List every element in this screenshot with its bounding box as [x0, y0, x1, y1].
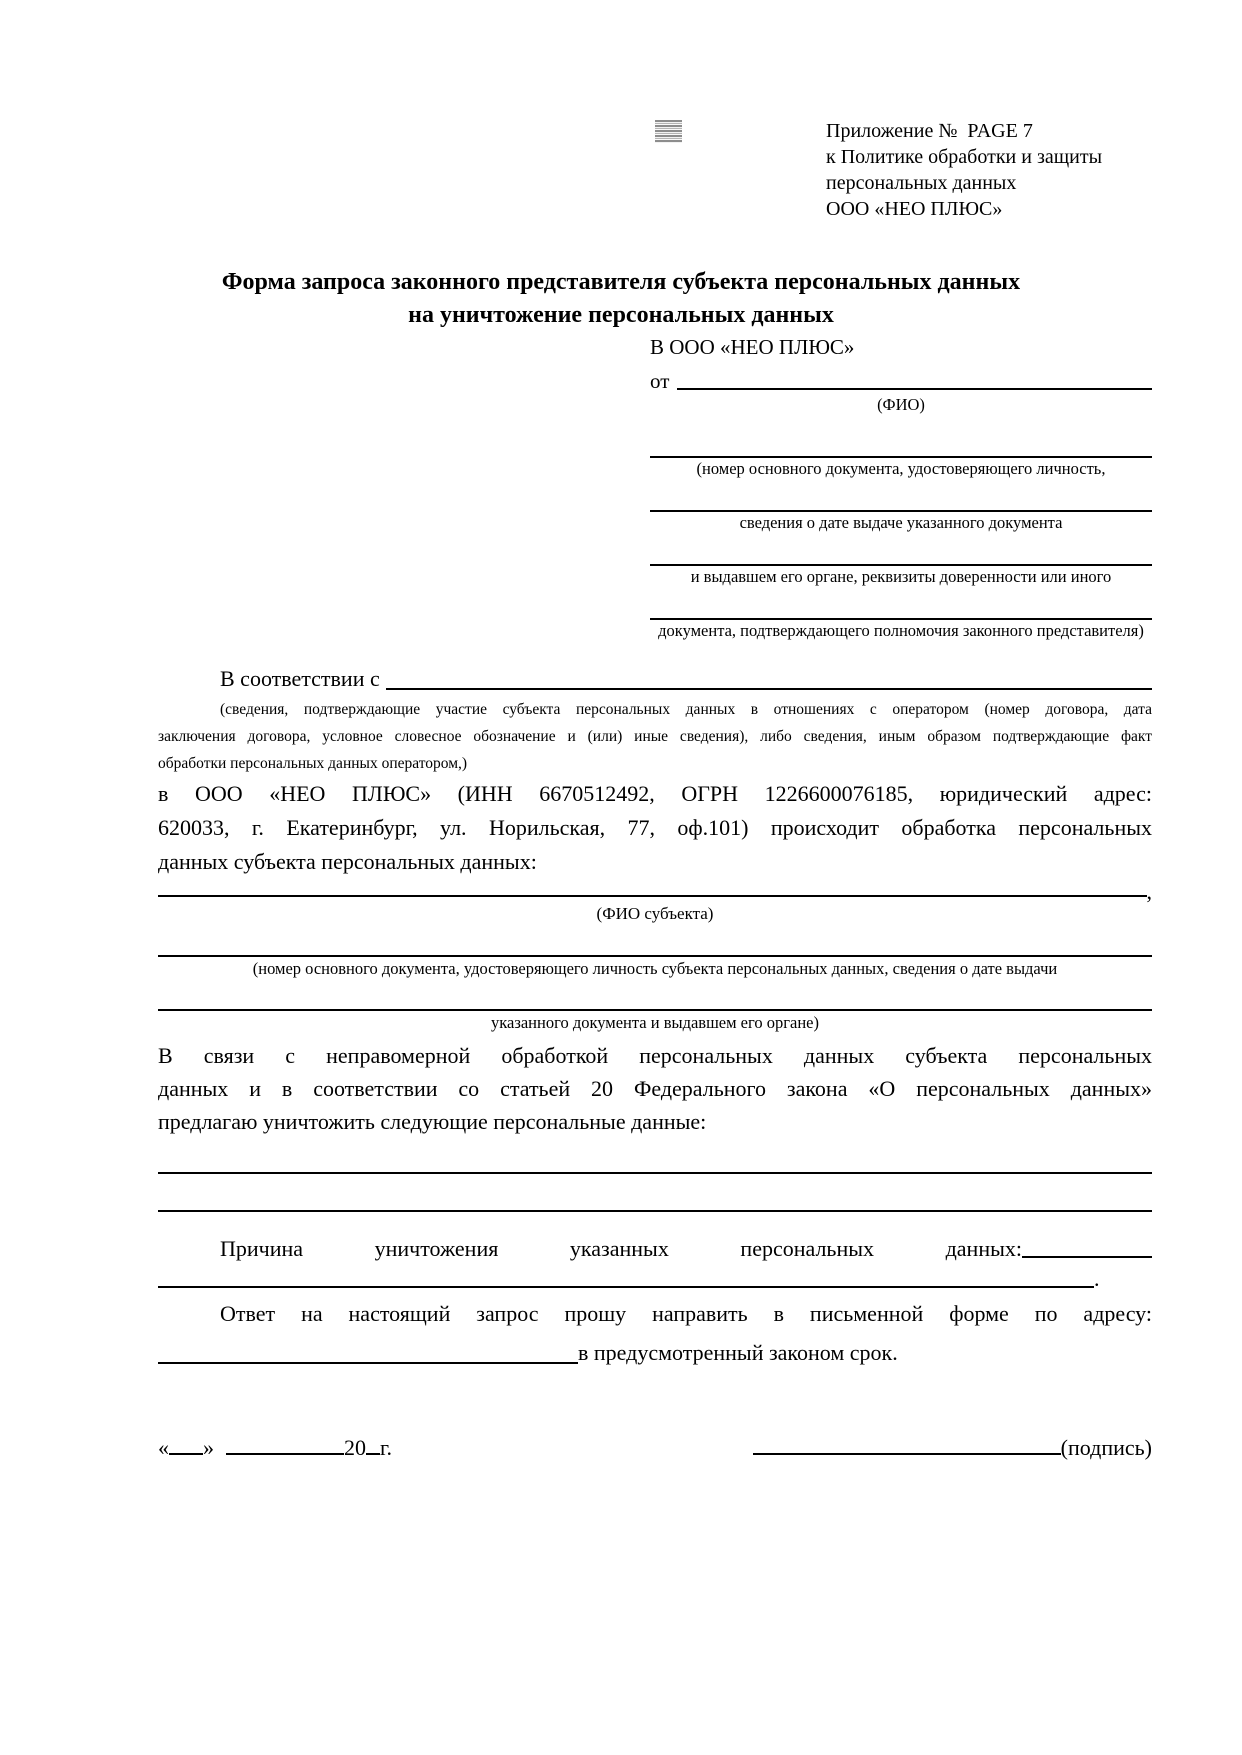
destruction-request-paragraph [158, 1039, 1152, 1138]
representative-doc-blank-line-3 [650, 534, 1152, 566]
date-year-suffix: г. [380, 1435, 393, 1460]
field-code-icon [655, 120, 682, 143]
accordance-row [158, 658, 1152, 694]
date-quote-close: » [203, 1435, 214, 1460]
date-year-prefix: 20 [344, 1435, 366, 1460]
representative-doc-caption-3: и выдавшем его органе, реквизиты доверенности или иного [690, 567, 1112, 586]
footnote-line-2: заключения договора, условное словесное обозначение и (или) иные сведения), либо сведения, иным образом подтверждающие факт [158, 728, 1152, 745]
sentence-period: . [1094, 1266, 1100, 1291]
footnote-line-3: обработки персональных данных оператором,) [158, 755, 468, 772]
subject-doc-caption-2: указанного документа и выдавшем его органе) [491, 1013, 819, 1032]
answer-intro-line: Ответ на настоящий запрос прошу направить в письменной форме по адресу: [220, 1301, 1152, 1326]
destruction-reason-label: Причина уничтожения указанных персональных данных: [220, 1236, 1022, 1261]
appendix-block [826, 118, 1102, 222]
subject-doc-caption-1: (номер основного документа, удостоверяющего личность субъекта персональных данных, сведения о дате выдачи [252, 959, 1058, 978]
appendix-line-2: к Политике обработки и защиты [826, 146, 1103, 168]
representative-doc-caption-4: документа, подтверждающего полномочия законного представителя) [658, 621, 1144, 640]
subject-fio-row [158, 879, 1152, 904]
request-paragraph-line-1: В связи с неправомерной обработкой персональных данных субъекта персональных [158, 1043, 1152, 1068]
representative-doc-blank-line-2 [650, 480, 1152, 512]
from-row [650, 362, 1152, 394]
destruction-reason-blank-line-2 [158, 1286, 1094, 1288]
representative-doc-blank-line-1 [650, 416, 1152, 458]
document-header [158, 118, 1152, 222]
accordance-blank-line [386, 688, 1152, 690]
subject-fio-caption: (ФИО субъекта) [596, 904, 714, 923]
operator-paragraph [158, 777, 1152, 879]
signature-blank-line [753, 1439, 1061, 1455]
appendix-line-3: персональных данных [826, 172, 1017, 194]
form-title [0, 266, 1242, 332]
request-paragraph-line-2: данных и в соответствии со статьей 20 Федерального закона «О персональных данных» [158, 1076, 1152, 1101]
answer-address-row [158, 1332, 1152, 1368]
appendix-line-4: ООО «НЕО ПЛЮС» [826, 198, 1003, 220]
addressee-block [650, 332, 1152, 642]
date-month-blank [226, 1439, 344, 1455]
from-label: от [650, 369, 670, 393]
date-year-blank [366, 1439, 380, 1455]
appendix-line-1: Приложение № PAGE 7 [826, 120, 1033, 142]
signature-field [753, 1434, 1152, 1462]
destruction-reason-continuation-row [158, 1262, 1152, 1292]
answer-address-blank-line [158, 1362, 578, 1364]
representative-doc-blank-line-4 [650, 588, 1152, 620]
fio-caption: (ФИО) [877, 395, 925, 414]
signature-caption: (подпись) [1060, 1435, 1152, 1460]
operator-paragraph-line-1: в ООО «НЕО ПЛЮС» (ИНН 6670512492, ОГРН 1226600076185, юридический адрес: [158, 781, 1152, 806]
date-day-blank [169, 1439, 203, 1455]
destruction-reason-blank-line [1022, 1256, 1152, 1258]
form-title-line-1: Форма запроса законного представителя субъекта персональных данных [221, 269, 1021, 295]
personal-data-blank-line-2 [158, 1174, 1152, 1212]
personal-data-blank-line-1 [158, 1138, 1152, 1174]
operator-paragraph-line-3: данных субъекта персональных данных: [158, 849, 537, 874]
operator-paragraph-line-2: 620033, г. Екатеринбург, ул. Норильская, 77, оф.101) происходит обработка персональных [158, 815, 1152, 840]
answer-tail-text: в предусмотренный законом срок. [578, 1340, 898, 1365]
signature-row [158, 1428, 1152, 1462]
representative-fio-blank-line [677, 388, 1152, 390]
date-quote-open: « [158, 1435, 169, 1460]
request-paragraph-line-3: предлагаю уничтожить следующие персональные данные: [158, 1109, 707, 1134]
form-title-line-2: на уничтожение персональных данных [408, 302, 834, 328]
subject-doc-blank-line-1 [158, 927, 1152, 957]
subject-fio-comma: , [1146, 879, 1152, 904]
accordance-footnote [158, 696, 1152, 777]
destruction-reason-row [158, 1224, 1152, 1262]
addressee-organization: В ООО «НЕО ПЛЮС» [650, 335, 855, 359]
date-field [158, 1434, 392, 1462]
subject-fio-blank-line [158, 895, 1147, 897]
accordance-label: В соответствии с [220, 666, 380, 691]
subject-doc-blank-line-2 [158, 981, 1152, 1011]
representative-doc-caption-1: (номер основного документа, удостоверяющего личность, [696, 459, 1106, 478]
footnote-line-1: (сведения, подтверждающие участие субъекта персональных данных в отношениях с оператором (номер договора, дата [220, 701, 1152, 718]
representative-doc-caption-2: сведения о дате выдаче указанного документа [739, 513, 1063, 532]
